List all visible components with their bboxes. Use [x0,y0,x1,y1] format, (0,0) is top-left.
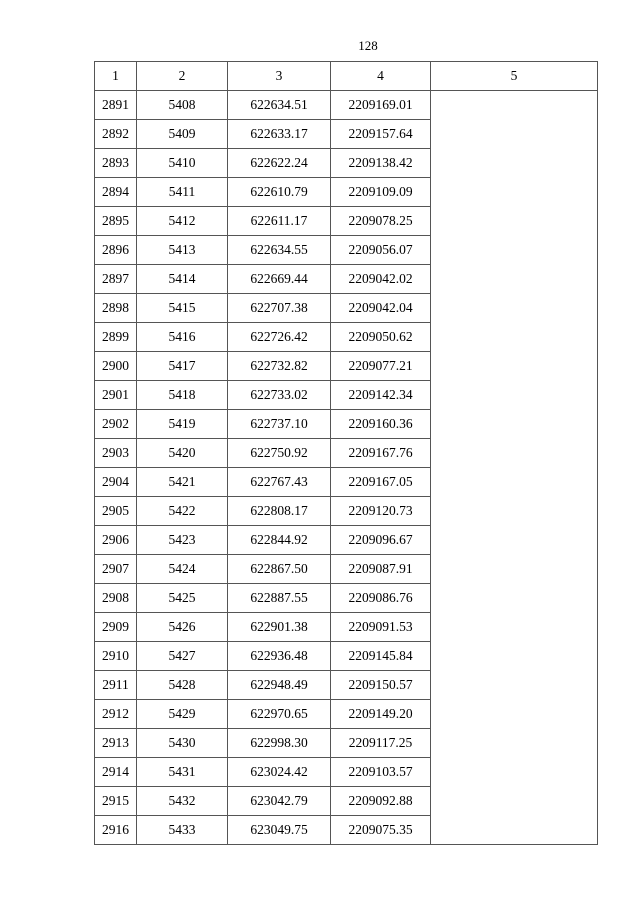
cell-x-coordinate: 622726.42 [228,323,331,352]
cell-point-id: 5410 [137,149,228,178]
cell-number: 2896 [95,236,137,265]
cell-number: 2909 [95,613,137,642]
cell-number: 2915 [95,787,137,816]
cell-number: 2907 [95,555,137,584]
cell-y-coordinate: 2209160.36 [331,410,431,439]
cell-point-id: 5408 [137,91,228,120]
cell-point-id: 5431 [137,758,228,787]
cell-x-coordinate: 622622.24 [228,149,331,178]
cell-x-coordinate: 622901.38 [228,613,331,642]
cell-x-coordinate: 622998.30 [228,729,331,758]
cell-y-coordinate: 2209075.35 [331,816,431,845]
cell-y-coordinate: 2209077.21 [331,352,431,381]
cell-y-coordinate: 2209167.76 [331,439,431,468]
cell-x-coordinate: 622611.17 [228,207,331,236]
cell-number: 2903 [95,439,137,468]
cell-x-coordinate: 622887.55 [228,584,331,613]
header-col-1: 1 [95,62,137,91]
cell-point-id: 5415 [137,294,228,323]
cell-point-id: 5418 [137,381,228,410]
header-col-5: 5 [431,62,598,91]
cell-x-coordinate: 622750.92 [228,439,331,468]
cell-y-coordinate: 2209050.62 [331,323,431,352]
cell-x-coordinate: 622633.17 [228,120,331,149]
cell-point-id: 5427 [137,642,228,671]
cell-x-coordinate: 623024.42 [228,758,331,787]
cell-x-coordinate: 622737.10 [228,410,331,439]
cell-point-id: 5429 [137,700,228,729]
cell-y-coordinate: 2209096.67 [331,526,431,555]
cell-point-id: 5426 [137,613,228,642]
cell-point-id: 5413 [137,236,228,265]
cell-point-id: 5411 [137,178,228,207]
cell-x-coordinate: 622867.50 [228,555,331,584]
cell-number: 2914 [95,758,137,787]
cell-number: 2900 [95,352,137,381]
cell-point-id: 5432 [137,787,228,816]
cell-point-id: 5412 [137,207,228,236]
cell-y-coordinate: 2209142.34 [331,381,431,410]
cell-number: 2894 [95,178,137,207]
cell-point-id: 5428 [137,671,228,700]
cell-x-coordinate: 622707.38 [228,294,331,323]
cell-number: 2912 [95,700,137,729]
cell-point-id: 5424 [137,555,228,584]
cell-x-coordinate: 622808.17 [228,497,331,526]
cell-number: 2891 [95,91,137,120]
cell-y-coordinate: 2209042.02 [331,265,431,294]
cell-y-coordinate: 2209169.01 [331,91,431,120]
cell-number: 2899 [95,323,137,352]
coordinates-table [94,61,598,845]
cell-point-id: 5419 [137,410,228,439]
cell-y-coordinate: 2209117.25 [331,729,431,758]
header-col-2: 2 [137,62,228,91]
cell-y-coordinate: 2209138.42 [331,149,431,178]
cell-x-coordinate: 622634.51 [228,91,331,120]
cell-y-coordinate: 2209145.84 [331,642,431,671]
cell-number: 2911 [95,671,137,700]
page-number: 128 [358,38,378,53]
cell-y-coordinate: 2209103.57 [331,758,431,787]
cell-x-coordinate: 622948.49 [228,671,331,700]
cell-number: 2913 [95,729,137,758]
header-col-4: 4 [331,62,431,91]
header-row [95,62,598,91]
cell-x-coordinate: 622936.48 [228,642,331,671]
cell-y-coordinate: 2209086.76 [331,584,431,613]
cell-x-coordinate: 622767.43 [228,468,331,497]
cell-y-coordinate: 2209042.04 [331,294,431,323]
cell-point-id: 5421 [137,468,228,497]
cell-column-5-merged [431,91,598,845]
cell-y-coordinate: 2209150.57 [331,671,431,700]
cell-point-id: 5417 [137,352,228,381]
cell-x-coordinate: 622732.82 [228,352,331,381]
cell-point-id: 5430 [137,729,228,758]
cell-point-id: 5414 [137,265,228,294]
cell-point-id: 5425 [137,584,228,613]
cell-point-id: 5433 [137,816,228,845]
cell-point-id: 5416 [137,323,228,352]
cell-y-coordinate: 2209092.88 [331,787,431,816]
cell-y-coordinate: 2209109.09 [331,178,431,207]
cell-number: 2892 [95,120,137,149]
cell-number: 2910 [95,642,137,671]
cell-number: 2904 [95,468,137,497]
cell-number: 2893 [95,149,137,178]
cell-point-id: 5420 [137,439,228,468]
table-body [95,91,598,845]
cell-point-id: 5409 [137,120,228,149]
cell-number: 2916 [95,816,137,845]
cell-x-coordinate: 622970.65 [228,700,331,729]
cell-y-coordinate: 2209167.05 [331,468,431,497]
cell-y-coordinate: 2209149.20 [331,700,431,729]
cell-number: 2898 [95,294,137,323]
cell-point-id: 5423 [137,526,228,555]
cell-x-coordinate: 622669.44 [228,265,331,294]
cell-y-coordinate: 2209120.73 [331,497,431,526]
cell-y-coordinate: 2209087.91 [331,555,431,584]
cell-x-coordinate: 622610.79 [228,178,331,207]
cell-number: 2897 [95,265,137,294]
cell-number: 2906 [95,526,137,555]
table-header [95,62,598,91]
header-col-3: 3 [228,62,331,91]
cell-number: 2902 [95,410,137,439]
cell-y-coordinate: 2209078.25 [331,207,431,236]
cell-x-coordinate: 623042.79 [228,787,331,816]
cell-x-coordinate: 622634.55 [228,236,331,265]
cell-number: 2895 [95,207,137,236]
table-row [95,91,598,120]
cell-x-coordinate: 622844.92 [228,526,331,555]
cell-number: 2908 [95,584,137,613]
cell-point-id: 5422 [137,497,228,526]
cell-number: 2905 [95,497,137,526]
cell-x-coordinate: 622733.02 [228,381,331,410]
cell-y-coordinate: 2209157.64 [331,120,431,149]
cell-number: 2901 [95,381,137,410]
cell-y-coordinate: 2209091.53 [331,613,431,642]
cell-x-coordinate: 623049.75 [228,816,331,845]
cell-y-coordinate: 2209056.07 [331,236,431,265]
